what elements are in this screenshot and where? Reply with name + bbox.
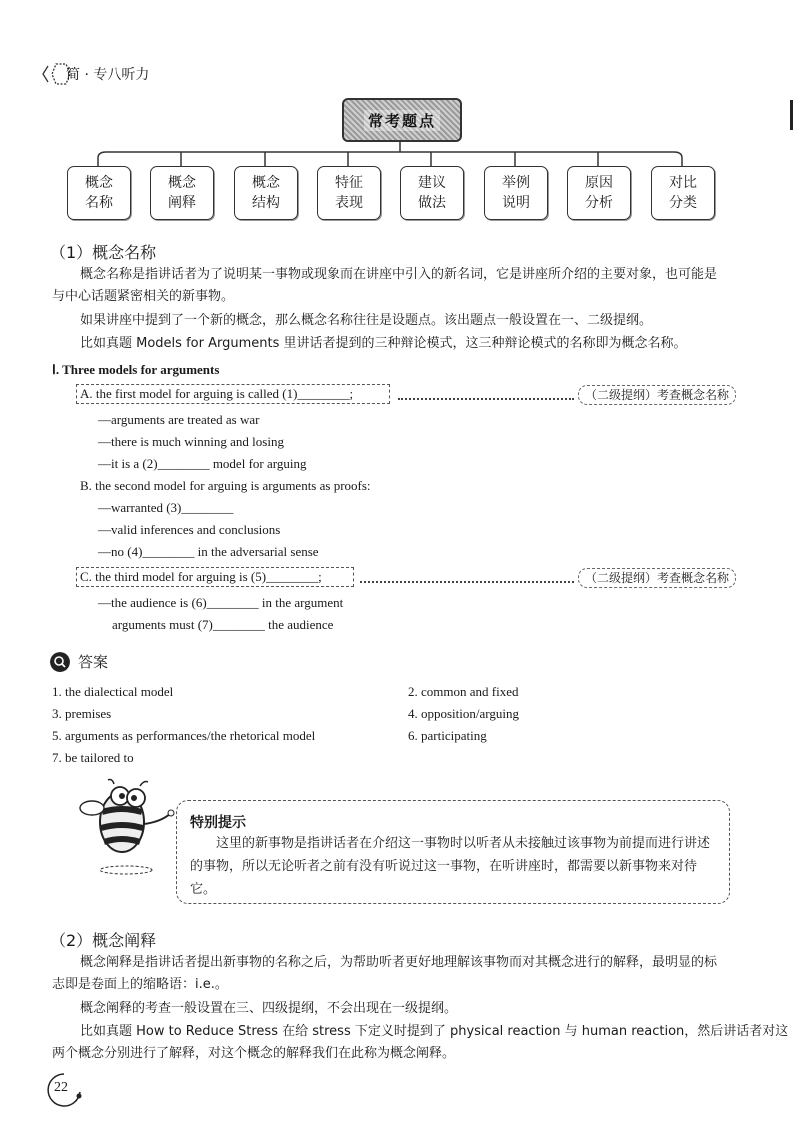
node-line: 分析 (585, 195, 613, 211)
header-label: 简 · 专八听力 (66, 67, 150, 83)
outline-tag: （二级提纲）考查概念名称 (578, 568, 736, 588)
outline-sub-item: —it is a (2)________ model for arguing (98, 456, 307, 471)
outline-heading: Ⅰ. Three models for arguments (52, 362, 220, 377)
diagram-root-node (342, 98, 462, 142)
node-line: 结构 (252, 195, 280, 211)
tip-title: 特别提示 (190, 815, 246, 831)
leader-dots (360, 581, 574, 583)
outline-sub-item: arguments must (7)________ the audience (112, 617, 334, 632)
diagram-node-suggestions (400, 166, 464, 220)
leader-dots (398, 398, 574, 400)
diagram-node-concept-structure (234, 166, 298, 220)
diagram-root-label: 常考题点 (364, 110, 440, 131)
section-2-paragraph: 志即是卷面上的缩略语：i.e.。 (52, 977, 228, 992)
node-line: 概念 (85, 175, 113, 191)
outline-item-c: C. the third model for arguing is (5)________; (80, 569, 322, 584)
outline-sub-item: —valid inferences and conclusions (98, 522, 281, 537)
outline-item-a: A. the first model for arguing is called (1)________; (80, 386, 354, 401)
page-number: 22 (54, 1080, 68, 1095)
section-1-paragraph: 比如真题 Models for Arguments 里讲话者提到的三种辩论模式，这三种辩论模式的名称即为概念名称。 (80, 336, 687, 351)
section-1-paragraph: 概念名称是指讲话者为了说明某一事物或现象而在讲座中引入的新名词，它是讲座所介绍的主要对象，也可能是 (80, 267, 718, 282)
section-1-paragraph: 如果讲座中提到了一个新的概念，那么概念名称往往是设题点。该出题点一般设置在一、二级提纲。 (80, 313, 653, 328)
node-line: 分类 (669, 195, 697, 211)
section-2-paragraph: 比如真题 How to Reduce Stress 在给 stress 下定义时提到了 physical reaction 与 human reaction，然后讲话者对这 (80, 1024, 789, 1039)
outline-sub-item: —no (4)________ in the adversarial sense (98, 544, 319, 559)
answer-item: 6. participating (408, 728, 487, 743)
diagram-node-features (317, 166, 381, 220)
node-line: 举例 (502, 175, 530, 191)
diagram-node-examples (484, 166, 548, 220)
diagram-node-concept-explanation (150, 166, 214, 220)
node-line: 概念 (168, 175, 196, 191)
diagram-node-concept-name (67, 166, 131, 220)
outline-tag: （二级提纲）考查概念名称 (578, 385, 736, 405)
answer-item: 2. common and fixed (408, 684, 519, 699)
node-line: 名称 (85, 195, 113, 211)
outline-sub-item: —there is much winning and losing (98, 434, 284, 449)
diagram-node-cause-analysis (567, 166, 631, 220)
node-line: 对比 (669, 175, 697, 191)
outline-item-b: B. the second model for arguing is arguments as proofs: (80, 478, 371, 493)
diagram-node-comparison (651, 166, 715, 220)
answer-item: 5. arguments as performances/the rhetorical model (52, 728, 316, 743)
section-2-title: （2）概念阐释 (50, 931, 157, 950)
outline-sub-item: —arguments are treated as war (98, 412, 260, 427)
section-2-paragraph: 概念阐释的考查一般设置在三、四级提纲，不会出现在一级提纲。 (80, 1001, 458, 1016)
node-line: 建议 (418, 175, 446, 191)
outline-sub-item: —the audience is (6)________ in the argument (98, 595, 344, 610)
answer-item: 3. premises (52, 706, 112, 721)
section-2-paragraph: 两个概念分别进行了解释，对这个概念的解释我们在此称为概念阐释。 (52, 1046, 456, 1061)
answer-item: 4. opposition/arguing (408, 706, 519, 721)
bee-mascot-icon (74, 778, 184, 878)
node-line: 概念 (252, 175, 280, 191)
section-1-title: （1）概念名称 (50, 243, 157, 262)
node-line: 特征 (335, 175, 363, 191)
answer-item: 7. be tailored to (52, 750, 134, 765)
section-2-paragraph: 概念阐释是指讲话者提出新事物的名称之后，为帮助听者更好地理解该事物而对其概念进行的解释，最明显的标 (80, 955, 718, 970)
answer-item: 1. the dialectical model (52, 684, 174, 699)
answers-title: 答案 (78, 653, 109, 671)
outline-sub-item: —warranted (3)________ (98, 500, 234, 515)
tip-body: 这里的新事物是指讲话者在介绍这一事物时以听者从未接触过该事物为前提而进行讲述的事物，所以无论听者之前有没有听说过这一事物，在听讲座时，都需要以新事物来对待它。 (190, 836, 711, 897)
node-line: 表现 (335, 195, 363, 211)
node-line: 说明 (502, 195, 530, 211)
node-line: 阐释 (168, 195, 196, 211)
section-1-paragraph: 与中心话题紧密相关的新事物。 (52, 289, 235, 304)
answer-magnifier-icon (50, 652, 70, 672)
node-line: 做法 (418, 195, 446, 211)
node-line: 原因 (585, 175, 613, 191)
